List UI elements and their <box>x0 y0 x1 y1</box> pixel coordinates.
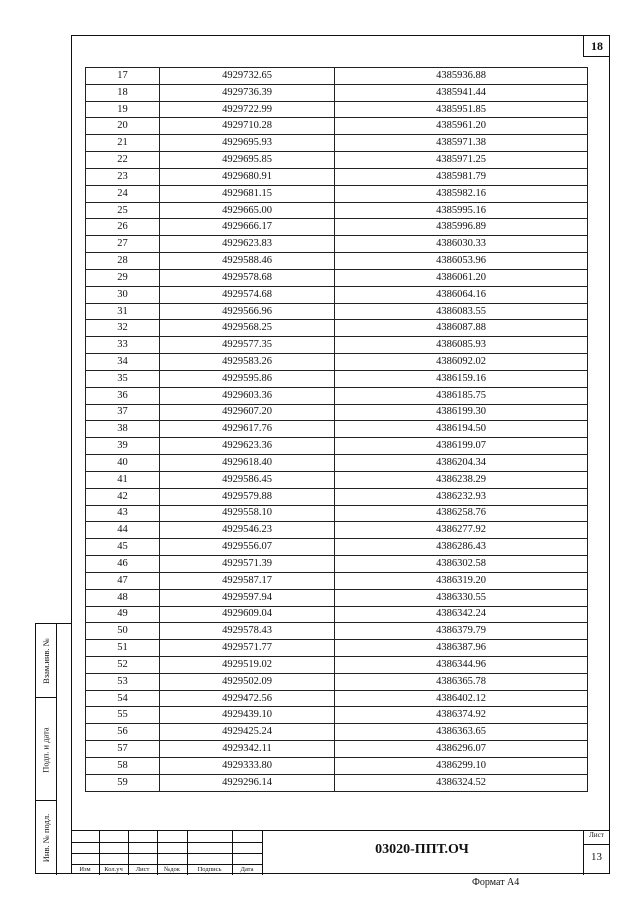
y-coordinate: 4386232.93 <box>335 488 588 505</box>
x-coordinate: 4929577.35 <box>160 337 335 354</box>
table-row <box>86 101 588 118</box>
y-coordinate: 4386342.24 <box>335 606 588 623</box>
x-coordinate: 4929617.76 <box>160 421 335 438</box>
y-coordinate: 4386194.50 <box>335 421 588 438</box>
x-coordinate: 4929571.77 <box>160 640 335 657</box>
y-coordinate: 4386087.88 <box>335 320 588 337</box>
y-coordinate: 4386277.92 <box>335 522 588 539</box>
x-coordinate: 4929556.07 <box>160 539 335 556</box>
y-coordinate: 4386402.12 <box>335 690 588 707</box>
x-coordinate: 4929425.24 <box>160 724 335 741</box>
y-coordinate: 4386344.96 <box>335 656 588 673</box>
point-number: 53 <box>86 673 160 690</box>
x-coordinate: 4929710.28 <box>160 118 335 135</box>
y-coordinate: 4385995.16 <box>335 202 588 219</box>
point-number: 17 <box>86 68 160 85</box>
y-coordinate: 4385971.25 <box>335 152 588 169</box>
left-stamp-strip <box>35 623 71 874</box>
y-coordinate: 4386330.55 <box>335 589 588 606</box>
point-number: 57 <box>86 741 160 758</box>
point-number: 34 <box>86 354 160 371</box>
point-number: 56 <box>86 724 160 741</box>
point-number: 23 <box>86 168 160 185</box>
table-row <box>86 556 588 573</box>
y-coordinate: 4385971.38 <box>335 135 588 152</box>
y-coordinate: 4386092.02 <box>335 354 588 371</box>
point-number: 51 <box>86 640 160 657</box>
table-row <box>86 522 588 539</box>
x-coordinate: 4929578.68 <box>160 269 335 286</box>
tb-line <box>583 844 610 845</box>
y-coordinate: 4386030.33 <box>335 236 588 253</box>
y-coordinate: 4385936.88 <box>335 68 588 85</box>
point-number: 43 <box>86 505 160 522</box>
point-number: 47 <box>86 572 160 589</box>
table-row <box>86 488 588 505</box>
table-row <box>86 236 588 253</box>
point-number: 38 <box>86 421 160 438</box>
x-coordinate: 4929695.93 <box>160 135 335 152</box>
point-number: 28 <box>86 253 160 270</box>
hdr-kol: Кол.уч <box>104 866 123 873</box>
point-number: 59 <box>86 774 160 791</box>
point-number: 41 <box>86 471 160 488</box>
table-row <box>86 387 588 404</box>
table-row <box>86 741 588 758</box>
table-row <box>86 253 588 270</box>
point-number: 32 <box>86 320 160 337</box>
y-coordinate: 4386296.07 <box>335 741 588 758</box>
table-row <box>86 421 588 438</box>
table-row <box>86 623 588 640</box>
y-coordinate: 4386185.75 <box>335 387 588 404</box>
x-coordinate: 4929519.02 <box>160 656 335 673</box>
table-row <box>86 118 588 135</box>
x-coordinate: 4929680.91 <box>160 168 335 185</box>
table-row <box>86 774 588 791</box>
x-coordinate: 4929666.17 <box>160 219 335 236</box>
table-row <box>86 269 588 286</box>
point-number: 31 <box>86 303 160 320</box>
table-row <box>86 202 588 219</box>
table-row <box>86 168 588 185</box>
hdr-data: Дата <box>240 866 254 873</box>
y-coordinate: 4386286.43 <box>335 539 588 556</box>
x-coordinate: 4929623.36 <box>160 438 335 455</box>
point-number: 46 <box>86 556 160 573</box>
table-row <box>86 404 588 421</box>
table-row <box>86 370 588 387</box>
table-row <box>86 337 588 354</box>
x-coordinate: 4929603.36 <box>160 387 335 404</box>
x-coordinate: 4929296.14 <box>160 774 335 791</box>
point-number: 26 <box>86 219 160 236</box>
point-number: 33 <box>86 337 160 354</box>
x-coordinate: 4929571.39 <box>160 556 335 573</box>
y-coordinate: 4386365.78 <box>335 673 588 690</box>
x-coordinate: 4929439.10 <box>160 707 335 724</box>
coordinates-table <box>85 67 588 792</box>
table-row <box>86 707 588 724</box>
y-coordinate: 4386363.65 <box>335 724 588 741</box>
table-row <box>86 303 588 320</box>
point-number: 21 <box>86 135 160 152</box>
table-row <box>86 673 588 690</box>
table-row <box>86 455 588 472</box>
table-row <box>86 471 588 488</box>
x-coordinate: 4929623.83 <box>160 236 335 253</box>
point-number: 52 <box>86 656 160 673</box>
x-coordinate: 4929587.17 <box>160 572 335 589</box>
y-coordinate: 4386379.79 <box>335 623 588 640</box>
list-number: 13 <box>591 851 602 863</box>
x-coordinate: 4929583.26 <box>160 354 335 371</box>
x-coordinate: 4929342.11 <box>160 741 335 758</box>
y-coordinate: 4386053.96 <box>335 253 588 270</box>
table-row <box>86 539 588 556</box>
podp-label: Подп. и дата <box>41 726 52 773</box>
table-row <box>86 572 588 589</box>
x-coordinate: 4929502.09 <box>160 673 335 690</box>
x-coordinate: 4929597.94 <box>160 589 335 606</box>
point-number: 49 <box>86 606 160 623</box>
point-number: 50 <box>86 623 160 640</box>
table-row <box>86 589 588 606</box>
y-coordinate: 4385982.16 <box>335 185 588 202</box>
point-number: 22 <box>86 152 160 169</box>
sheet-number-top: 18 <box>583 35 610 57</box>
table-row <box>86 690 588 707</box>
document-number: 03020-ППТ.ОЧ <box>375 842 469 857</box>
x-coordinate: 4929546.23 <box>160 522 335 539</box>
point-number: 27 <box>86 236 160 253</box>
table-row <box>86 68 588 85</box>
point-number: 35 <box>86 370 160 387</box>
strip-divider <box>56 624 57 875</box>
point-number: 24 <box>86 185 160 202</box>
x-coordinate: 4929609.04 <box>160 606 335 623</box>
table-row <box>86 84 588 101</box>
y-coordinate: 4386258.76 <box>335 505 588 522</box>
table-row <box>86 185 588 202</box>
y-coordinate: 4386085.93 <box>335 337 588 354</box>
point-number: 25 <box>86 202 160 219</box>
table-row <box>86 505 588 522</box>
y-coordinate: 4385996.89 <box>335 219 588 236</box>
y-coordinate: 4386302.58 <box>335 556 588 573</box>
y-coordinate: 4386387.96 <box>335 640 588 657</box>
hdr-izm: Изм <box>79 866 91 873</box>
point-number: 40 <box>86 455 160 472</box>
paper-format: Формат А4 <box>472 877 520 888</box>
table-row <box>86 354 588 371</box>
x-coordinate: 4929558.10 <box>160 505 335 522</box>
point-number: 30 <box>86 286 160 303</box>
point-number: 42 <box>86 488 160 505</box>
y-coordinate: 4386199.30 <box>335 404 588 421</box>
y-coordinate: 4386083.55 <box>335 303 588 320</box>
point-number: 45 <box>86 539 160 556</box>
point-number: 37 <box>86 404 160 421</box>
table-row <box>86 438 588 455</box>
point-number: 18 <box>86 84 160 101</box>
table-row <box>86 135 588 152</box>
y-coordinate: 4386064.16 <box>335 286 588 303</box>
point-number: 44 <box>86 522 160 539</box>
point-number: 58 <box>86 757 160 774</box>
x-coordinate: 4929595.86 <box>160 370 335 387</box>
point-number: 19 <box>86 101 160 118</box>
y-coordinate: 4385951.85 <box>335 101 588 118</box>
x-coordinate: 4929568.25 <box>160 320 335 337</box>
y-coordinate: 4386061.20 <box>335 269 588 286</box>
x-coordinate: 4929333.80 <box>160 757 335 774</box>
x-coordinate: 4929722.99 <box>160 101 335 118</box>
hdr-podpis: Подпись <box>197 866 222 873</box>
x-coordinate: 4929695.85 <box>160 152 335 169</box>
y-coordinate: 4385981.79 <box>335 168 588 185</box>
x-coordinate: 4929588.46 <box>160 253 335 270</box>
x-coordinate: 4929732.65 <box>160 68 335 85</box>
table-row <box>86 757 588 774</box>
x-coordinate: 4929578.43 <box>160 623 335 640</box>
table-row <box>86 152 588 169</box>
table-row <box>86 320 588 337</box>
point-number: 20 <box>86 118 160 135</box>
x-coordinate: 4929574.68 <box>160 286 335 303</box>
y-coordinate: 4386299.10 <box>335 757 588 774</box>
y-coordinate: 4386199.07 <box>335 438 588 455</box>
y-coordinate: 4386319.20 <box>335 572 588 589</box>
y-coordinate: 4386204.34 <box>335 455 588 472</box>
list-label: Лист <box>589 831 604 839</box>
x-coordinate: 4929736.39 <box>160 84 335 101</box>
point-number: 36 <box>86 387 160 404</box>
point-number: 48 <box>86 589 160 606</box>
x-coordinate: 4929472.56 <box>160 690 335 707</box>
y-coordinate: 4385961.20 <box>335 118 588 135</box>
x-coordinate: 4929665.00 <box>160 202 335 219</box>
x-coordinate: 4929618.40 <box>160 455 335 472</box>
hdr-list: Лист <box>135 866 150 873</box>
vzam-label: Взам.инв. № <box>41 638 51 684</box>
table-row <box>86 606 588 623</box>
x-coordinate: 4929681.15 <box>160 185 335 202</box>
y-coordinate: 4386238.29 <box>335 471 588 488</box>
table-row <box>86 219 588 236</box>
x-coordinate: 4929579.88 <box>160 488 335 505</box>
inv-label: Инв. № подл. <box>41 813 51 863</box>
point-number: 54 <box>86 690 160 707</box>
table-row <box>86 286 588 303</box>
table-row <box>86 656 588 673</box>
x-coordinate: 4929607.20 <box>160 404 335 421</box>
hdr-ndok: №док <box>164 866 180 873</box>
y-coordinate: 4386324.52 <box>335 774 588 791</box>
y-coordinate: 4386374.92 <box>335 707 588 724</box>
x-coordinate: 4929586.45 <box>160 471 335 488</box>
table-row <box>86 640 588 657</box>
y-coordinate: 4385941.44 <box>335 84 588 101</box>
point-number: 29 <box>86 269 160 286</box>
point-number: 55 <box>86 707 160 724</box>
x-coordinate: 4929566.96 <box>160 303 335 320</box>
y-coordinate: 4386159.16 <box>335 370 588 387</box>
table-row <box>86 724 588 741</box>
point-number: 39 <box>86 438 160 455</box>
